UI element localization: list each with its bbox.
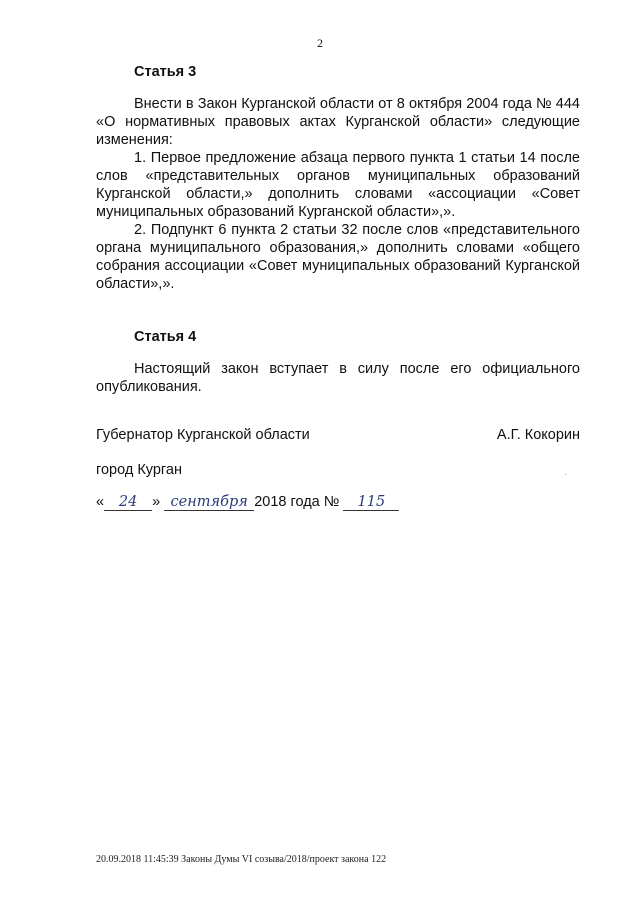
- signatory-name: А.Г. Кокорин: [496, 427, 580, 443]
- date-open-quote: «: [96, 494, 105, 510]
- article-3-intro: Внести в Закон Курганской области от 8 октября 2004 года № 444 «О нормативных правовых актах Курганской области» следующие изменения:: [96, 96, 580, 148]
- footer-metadata: 20.09.2018 11:45:39 Законы Думы VI созыва/2018/проект закона 122: [96, 854, 387, 865]
- signature-block: [96, 427, 580, 443]
- article-4-title: Статья 4: [134, 329, 197, 345]
- date-year-text: 2018 года №: [254, 494, 340, 510]
- date-day: 24: [104, 494, 152, 511]
- article-4-text: Настоящий закон вступает в силу после его официального опубликования.: [96, 361, 580, 395]
- date-month: сентября: [164, 494, 254, 511]
- law-number: 115: [343, 494, 399, 511]
- date-line: [96, 494, 399, 511]
- article-3-title: Статья 3: [134, 64, 197, 80]
- date-close-quote: »: [152, 494, 161, 510]
- article-3-item-2: 2. Подпункт 6 пункта 2 статьи 32 после слов «представительного органа муниципального образования,» дополнить словами «общего собрания ассоциации «Совет муниципальных образований Курганской области»,».: [96, 222, 580, 292]
- scan-speck: [565, 474, 566, 475]
- signatory-position: Губернатор Курганской области: [96, 427, 310, 443]
- page-number: 2: [317, 36, 323, 50]
- document-body: [96, 62, 580, 396]
- city: город Курган: [96, 462, 182, 478]
- article-3-item-1: 1. Первое предложение абзаца первого пункта 1 статьи 14 после слов «представительных органов муниципальных образований Курганской области,» дополнить словами «ассоциации «Совет муниципальных образований Курганской области»,».: [96, 150, 580, 220]
